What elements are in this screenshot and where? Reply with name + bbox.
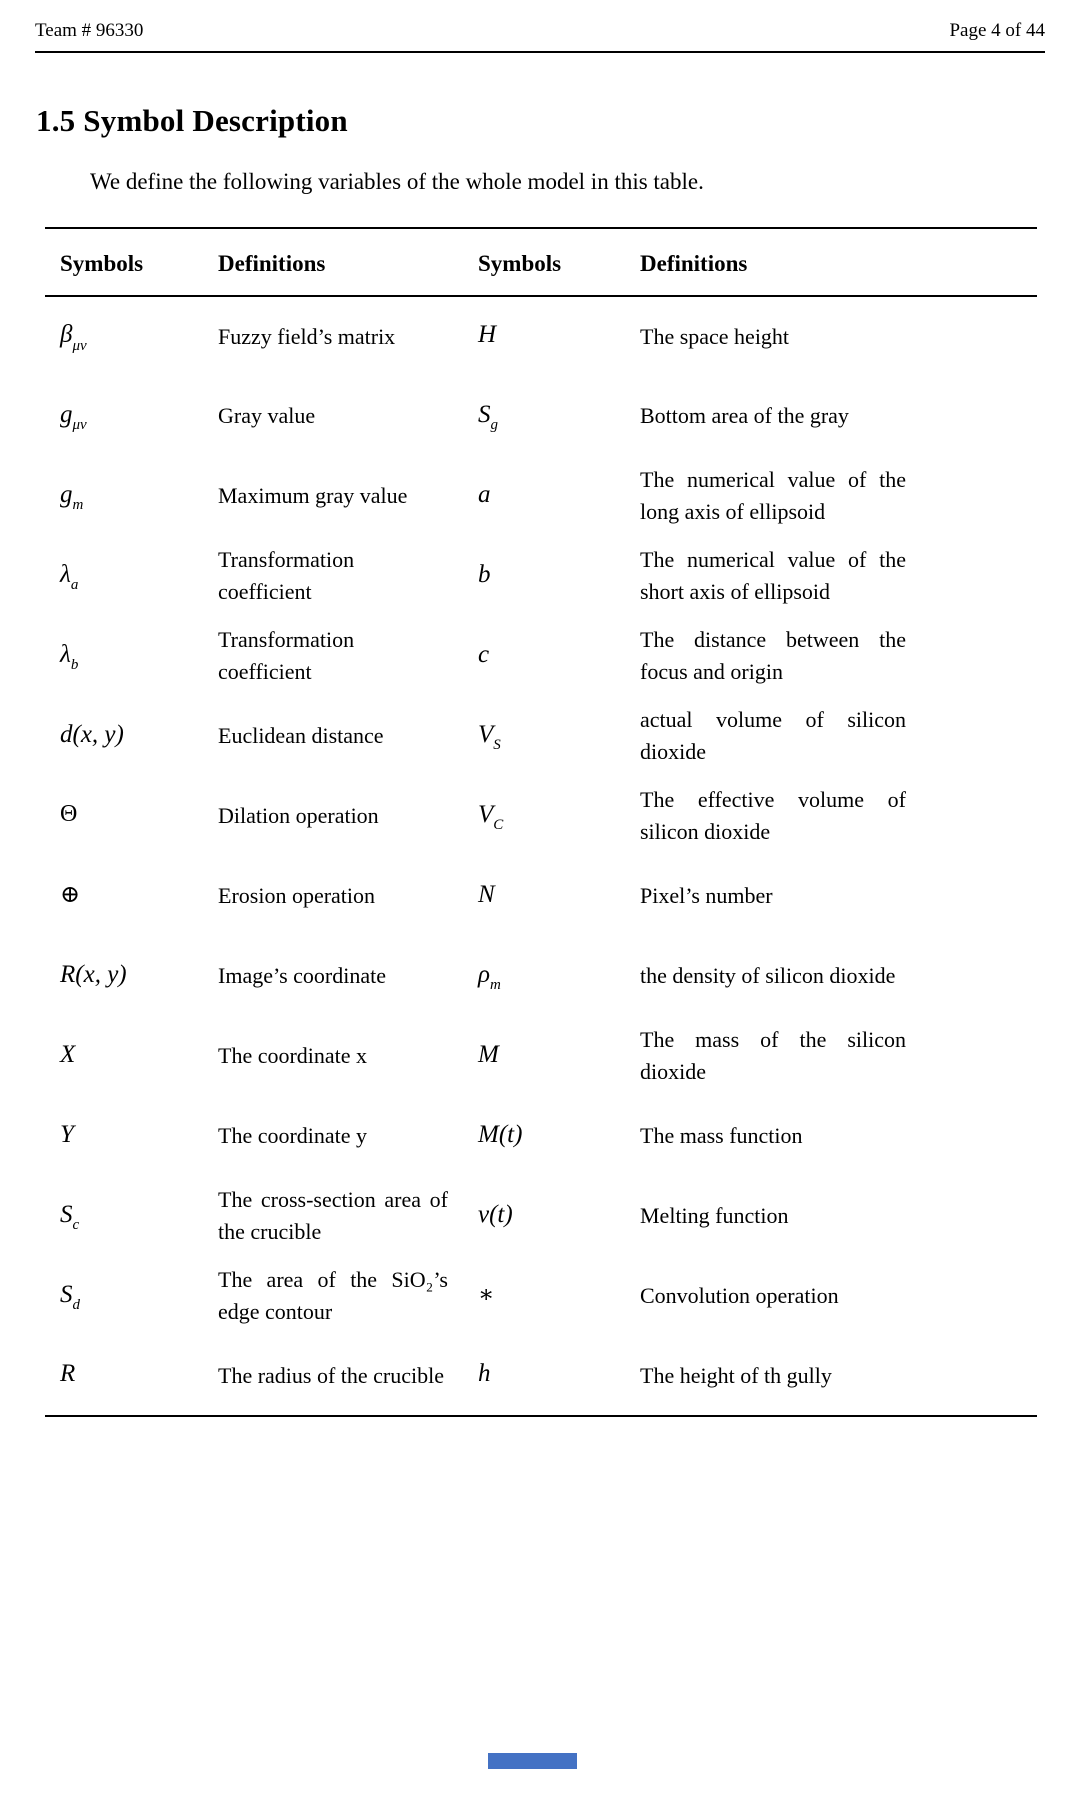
symbol-cell (45, 1016, 203, 1096)
symbol: d(x, y) (60, 720, 124, 748)
definition-text: The coordinate y (218, 1123, 368, 1149)
definition-text: The numerical value of the long axis of ellipsoid (640, 467, 906, 524)
symbol-cell (45, 616, 203, 696)
section-title: 1.5 Symbol Description (36, 103, 348, 138)
page-header (35, 0, 1045, 53)
symbol: $V_S$ (478, 720, 501, 754)
table-row (45, 1096, 1037, 1176)
definition-text: Image’s coordinate (218, 963, 386, 989)
definition-text: Convolution operation (640, 1283, 839, 1309)
symbol: $\lambda_a$ (60, 560, 79, 594)
symbol-cell (463, 856, 625, 936)
symbol: $S_d$ (60, 1280, 80, 1314)
symbol-cell (463, 1016, 625, 1096)
symbol: R (60, 1360, 76, 1388)
table-row (45, 776, 1037, 856)
symbol: $S_c$ (60, 1200, 80, 1234)
symbol: $\beta_{\mu\nu}$ (60, 321, 87, 354)
symbol-cell (463, 1336, 625, 1416)
definition-cell (625, 616, 1037, 696)
column-header-definitions-1: Definitions (203, 228, 463, 296)
page-number: Page 4 of 44 (949, 20, 1045, 41)
symbol-cell (463, 936, 625, 1016)
symbol: R(x, y) (60, 960, 127, 988)
definition-text: Maximum gray value (218, 483, 408, 509)
definition-cell (203, 696, 463, 776)
symbol-cell (45, 856, 203, 936)
definition-cell (203, 776, 463, 856)
table-row (45, 936, 1037, 1016)
definition-text: Melting function (640, 1203, 789, 1229)
definition-cell (203, 456, 463, 536)
accent-bar (488, 1753, 577, 1769)
erosion-symbol: ⊕ (60, 882, 81, 909)
definition-cell (203, 1096, 463, 1176)
symbol-cell (45, 456, 203, 536)
symbol-table (45, 227, 1037, 1417)
definition-cell (625, 776, 1037, 856)
symbol-cell (45, 536, 203, 616)
definition-text: The space height (640, 323, 790, 349)
symbol: c (478, 640, 490, 668)
table-row (45, 696, 1037, 776)
column-header-definitions-2: Definitions (625, 228, 1037, 296)
table-row (45, 296, 1037, 376)
symbol: $\rho_m$ (478, 960, 501, 994)
definition-cell (625, 1336, 1037, 1416)
symbol-cell (463, 1176, 625, 1256)
symbol-cell (45, 376, 203, 456)
symbol (478, 1282, 495, 1309)
definition-text: The mass of the silicon dioxide (640, 1027, 906, 1084)
definition-cell (203, 936, 463, 1016)
definition-cell (203, 1256, 463, 1336)
symbol-cell (463, 1096, 625, 1176)
definition-cell (625, 1016, 1037, 1096)
definition-text: actual volume of silicon dioxide (640, 707, 906, 764)
table-row (45, 456, 1037, 536)
symbol (60, 801, 78, 828)
convolution-symbol: ∗ (478, 1282, 495, 1309)
definition-cell (625, 1176, 1037, 1256)
symbol: Y (60, 1120, 74, 1148)
symbol-cell (463, 616, 625, 696)
definition-cell (203, 1176, 463, 1256)
definition-cell (203, 856, 463, 936)
symbol-cell (463, 296, 625, 376)
definition-text: The area of the SiO₂’s edge contour (218, 1267, 448, 1324)
symbol-cell (463, 456, 625, 536)
symbol: h (478, 1360, 491, 1388)
symbol-cell (45, 1176, 203, 1256)
definition-cell (625, 376, 1037, 456)
definition-text: The effective volume of silicon dioxide (640, 787, 906, 844)
table-row (45, 1176, 1037, 1256)
table-row (45, 1016, 1037, 1096)
definition-text: The coordinate x (218, 1043, 368, 1069)
column-header-symbols-2: Symbols (463, 228, 625, 296)
symbol-cell (45, 1336, 203, 1416)
column-header-symbols-1: Symbols (45, 228, 203, 296)
definition-text: Bottom area of the gray (640, 403, 849, 429)
definition-cell (203, 296, 463, 376)
symbol: $g_m$ (60, 480, 84, 514)
intro-text: We define the following variables of the whole model in this table. (90, 169, 704, 194)
definition-text: Dilation operation (218, 803, 379, 829)
table-header-row (45, 228, 1037, 296)
definition-cell (625, 1096, 1037, 1176)
definition-text: The mass function (640, 1123, 803, 1149)
symbol-cell (45, 776, 203, 856)
team-number: Team # 96330 (35, 20, 144, 41)
definition-text: Pixel’s number (640, 883, 773, 909)
table-row (45, 616, 1037, 696)
symbol: X (60, 1040, 76, 1068)
definition-cell (203, 376, 463, 456)
definition-cell (625, 536, 1037, 616)
definition-cell (625, 936, 1037, 1016)
definition-text: the density of silicon dioxide (640, 963, 896, 989)
dilation-symbol: Θ (60, 801, 78, 828)
definition-text: The radius of the crucible (218, 1362, 445, 1388)
symbol: $V_C$ (478, 800, 504, 834)
definition-cell (625, 1256, 1037, 1336)
table-row (45, 856, 1037, 936)
symbol-cell (463, 1256, 625, 1336)
definition-cell (625, 456, 1037, 536)
table-row (45, 536, 1037, 616)
symbol-cell (45, 1256, 203, 1336)
definition-text: Transformation coefficient (218, 547, 355, 604)
definition-text: Euclidean distance (218, 723, 384, 749)
symbol-cell (463, 696, 625, 776)
symbol-cell (45, 1096, 203, 1176)
definition-cell (203, 1336, 463, 1416)
table-row (45, 376, 1037, 456)
table-row (45, 1336, 1037, 1416)
definition-cell (203, 1016, 463, 1096)
definition-text: The height of th gully (640, 1362, 832, 1388)
table-row (45, 1256, 1037, 1336)
definition-cell (203, 536, 463, 616)
definition-text: The numerical value of the short axis of ellipsoid (640, 547, 906, 604)
symbol-cell (463, 536, 625, 616)
symbol: $\lambda_b$ (60, 640, 79, 674)
definition-cell (625, 696, 1037, 776)
definition-text: Gray value (218, 403, 316, 429)
symbol (60, 882, 81, 909)
symbol-cell (45, 696, 203, 776)
symbol-cell (463, 376, 625, 456)
symbol: M(t) (478, 1120, 523, 1148)
symbol-cell (45, 296, 203, 376)
definition-text: Transformation coefficient (218, 627, 355, 684)
definition-cell (203, 616, 463, 696)
symbol: $g_{\mu\nu}$ (60, 400, 87, 434)
definition-text: Fuzzy field’s matrix (218, 323, 396, 349)
definition-cell (625, 296, 1037, 376)
symbol: a (478, 480, 491, 508)
symbol: M (478, 1040, 499, 1068)
symbol: $S_g$ (478, 400, 498, 434)
definition-text: Erosion operation (218, 883, 376, 909)
symbol: v(t) (478, 1200, 513, 1228)
definition-text: The cross-section area of the crucible (218, 1187, 448, 1244)
definition-text: The distance between the focus and origin (640, 627, 906, 684)
definition-cell (625, 856, 1037, 936)
symbol: b (478, 560, 491, 588)
symbol-cell (45, 936, 203, 1016)
symbol: N (478, 880, 495, 908)
symbol-cell (463, 776, 625, 856)
symbol: H (478, 321, 497, 349)
